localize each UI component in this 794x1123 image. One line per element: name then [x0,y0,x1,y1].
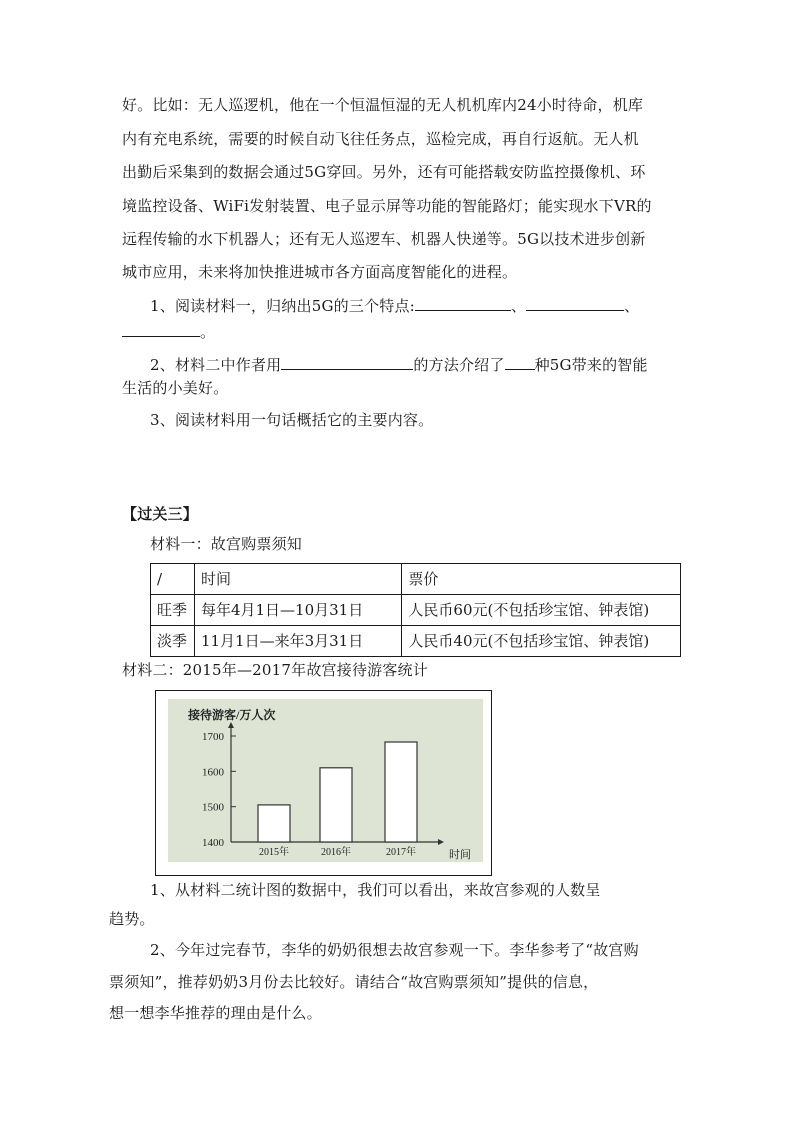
table-header-cell: 票价 [402,564,681,595]
y-tick-label: 1700 [202,731,224,743]
question-3-2: 2、今年过完春节，李华的奶奶很想去故宫参观一下。李华参考了“故宫购 [150,941,639,959]
table-row [151,595,681,626]
material-2-title: 材料二：2015年—2017年故宫接待游客统计 [122,661,428,679]
question-3-1: 1、从材料二统计图的数据中，我们可以看出，来故宫参观的人数呈 [150,881,601,899]
table-cell: 旺季 [151,595,195,626]
passage-line: 出勤后采集到的数据会通过5G穿回。另外，还有可能搭载安防监控摄像机、环 [122,163,646,181]
y-tick-label: 1500 [202,801,224,814]
bar [385,742,417,842]
table-cell: 11月1日—来年3月31日 [194,626,401,657]
y-tick-label: 1600 [202,766,224,779]
y-axis-label: 接待游客/万人次 [188,708,276,722]
material-1-title: 材料一：故宫购票须知 [150,535,303,553]
question-2-cont: 生活的小美好。 [122,379,229,397]
table-cell: 每年4月1日—10月31日 [194,595,401,626]
bar [258,805,290,842]
passage-line: 内有充电系统，需要的时候自动飞往任务点，巡检完成，再自行返航。无人机 [122,130,639,148]
question-2-post: 种5G带来的智能 [534,356,648,374]
question-1-cont [122,322,215,342]
y-tick-label: 1400 [202,837,224,849]
question-3: 3、阅读材料用一句话概括它的主要内容。 [150,411,434,429]
question-3-2-cont: 想一想李华推荐的理由是什么。 [109,1004,322,1022]
bar-chart [168,699,483,862]
period: 。 [200,323,216,341]
separator: 、 [624,297,640,315]
separator: 、 [510,297,527,315]
question-3-1-cont: 趋势。 [109,910,155,928]
question-1 [150,296,639,316]
x-tick-label: 2015年 [259,847,289,858]
question-1-text: 1、阅读材料一，归纳出5G的三个特点: [150,297,415,315]
passage-line: 好。比如：无人巡逻机，他在一个恒温恒湿的无人机机库内24小时待命，机库 [122,96,644,114]
answer-blank[interactable] [505,355,535,370]
section-title: 【过关三】 [122,505,199,523]
table-cell: 人民币40元(不包括珍宝馆、钟表馆) [402,626,681,657]
passage-line: 城市应用，未来将加快推进城市各方面高度智能化的进程。 [122,263,518,281]
answer-blank[interactable] [415,296,511,311]
answer-blank[interactable] [281,355,413,370]
table-header-cell: 时间 [194,564,401,595]
table-header-row [151,564,681,595]
x-axis-label: 时间 [449,849,471,861]
passage-line: 境监控设备、WiFi发射装置、电子显示屏等功能的智能路灯；能实现水下VR的 [122,197,652,215]
ticket-table [150,563,681,657]
x-tick-label: 2016年 [321,847,351,858]
table-header-cell: / [151,564,195,595]
question-2-pre: 2、材料二中作者用 [150,356,282,374]
question-2-mid: 的方法介绍了 [413,356,505,374]
x-tick-label: 2017年 [386,847,416,858]
answer-blank[interactable] [122,322,200,337]
chart-frame [155,690,492,876]
table-cell: 人民币60元(不包括珍宝馆、钟表馆) [402,595,681,626]
table-cell: 淡季 [151,626,195,657]
question-3-2-cont: 票须知”，推荐奶奶3月份去比较好。请结合“故宫购票须知”提供的信息， [109,973,599,991]
table-row [151,626,681,657]
answer-blank[interactable] [526,296,624,311]
question-2 [150,355,648,375]
bar [320,768,352,842]
passage-line: 远程传输的水下机器人；还有无人巡逻车、机器人快递等。5G以技术进步创新 [122,230,646,248]
